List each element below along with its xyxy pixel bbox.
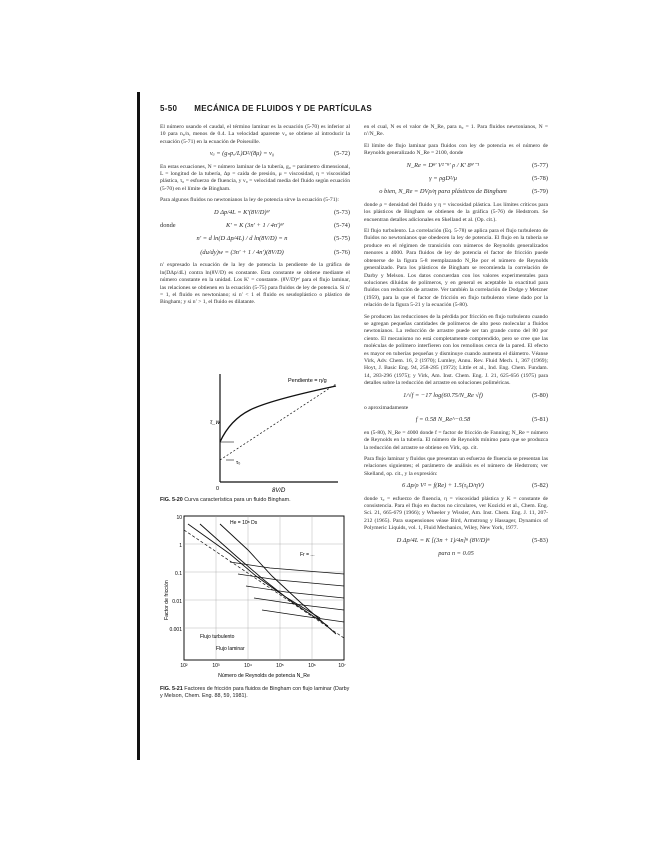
figure-5-20-caption [160,497,350,504]
equation-expression: D Δp/4L = K [(3n + 1)/4n]ⁿ (8V/D)ⁿ [396,536,490,544]
equation-5-81 [364,416,548,423]
left-paragraph-4: n′ expresado la ecuación de la ley de potencia la pendiente de la gráfica de ln(DΔp/4L) contra ln(8V/D) es constante. Esta constante se obtiene mediante el número constante en la unidad. Los K′ = constante. (8V/D)ⁿ′ para el flujo laminar, las relaciones se obtienen en la ecuación (5-75) para fluidos de ley de potencia. Si n′ = 1, el fluido es newtoniano; si n′ < 1 el fluido es seudoplástico o plástico de Bingham; y si n′ > 1, el fluido es dilatante. [160,262,350,306]
equation-5-80 [364,392,548,399]
equation-5-73 [160,209,350,216]
equation-number: (5-73) [334,208,350,216]
running-title: MECÁNICA DE FLUIDOS Y DE PARTÍCULAS [194,104,373,113]
equation-number: (5-79) [532,188,548,196]
x-tick: 10⁶ [308,663,316,669]
equation-5-76 [160,249,350,256]
right-paragraph-1: en el cual, N es el valor de N_Re, para n₀ = 1. Para fluidos newtonianos, N = n′/N_Re. [364,124,548,138]
caption-text: Curva característica para un fluido Bingham. [184,497,291,503]
page-header [160,104,372,113]
equation-5-78 [364,175,548,182]
equation-number: (5-74) [334,222,350,230]
equation-condition: para n = 0.05 [438,550,474,558]
equation-expression: 6 Δp/ρ V² = f(Re) + 1.5(τ₀D/ηV) [402,482,484,490]
right-paragraph-4: El flujo turbulento. La correlación (Eq. 5-78) se aplica para el flujo turbulento de fluidos no newtonianos que obedecen la ley de potencia. El flujo en la tubería se produce en el régimen de transición con números de Reynolds generalizados menores a 4000. Para fluidos de ley de potencia el factor de fricción puede obtenerse de la figura 5-8 reemplazando N_Re por el número de Reynolds generalizado. Para los plásticos de Bingham se recomienda la correlación de Darby y Melson. Los datos concuerdan con los valores experimentales para soluciones diluidas de polímeros, y en general es aceptable la exactitud para fluidos con reducción de arrastre. Ver también la correlación de Dodge y Metzner (1959), para la que el factor de fricción en flujo turbulento viene dado por la relación de la figura 5-21 y la ecuación (5-80). [364,228,548,309]
equation-5-83-subscript [364,550,548,557]
donde-label: donde [160,222,176,230]
page-number: 5-50 [160,104,178,113]
equation-number: (5-76) [334,248,350,256]
equation-5-77 [364,162,548,169]
x-tick: 10³ [212,663,220,669]
equation-number: (5-80) [532,391,548,399]
book-page [148,100,551,758]
equation-5-83 [364,537,548,544]
right-paragraph-9: donde τ₀ = esfuerzo de fluencia, η = viscosidad plástica y K = constante de consistencia. Para el flujo en ductos no circulares, ver Kozicki et al., Chem. Eng. Sci. 21, 665-679 (1966); y Wheeler y Wissler, Am. Inst. Chem. Eng. J. 11, 207-212 (1965). Para suspensiones véase Bird, Armstrong y Hassager, Dynamics of Polymeric Liquids, vol. 1, Fluid Mechanics, Wiley, New York, 1977. [364,495,548,532]
equation-5-74 [160,222,350,229]
equation-number: (5-81) [532,416,548,424]
x-axis-label: Número de Reynolds de potencia N_Re [218,673,310,679]
caption-label: FIG. 5-21 [160,686,183,692]
x-tick: 10² [180,663,188,669]
turbulent-curves [230,562,344,622]
equation-expression: 1/√f = −17 log(60.75/N_Re √f) [403,391,483,399]
right-paragraph-5: Se producen las reducciones de la pérdida por fricción en flujo turbulento cuando se agregan pequeñas cantidades de polímeros de alto peso molecular a fluidos newtonianos. La reducción de arrastre puede ser tan grande como del 80 por ciento. El mecanismo no está completamente comprendido, pero se cree que las moléculas de polímero interfieren con los remolinos cerca de la pared. El efecto es mayor en tuberías pequeñas y disminuye cuando aumenta el diámetro. Véanse Virk, Adv. Chem. 16, 2 (1970); Lumley, Annu. Rev. Fluid Mech. 1, 367 (1969); Hoyt, J. Basic Eng. 94, 258-285 (1972); Little et al., Ind. Eng. Chem. Fundam. 14, 283-296 (1975); y Virk, Am. Inst. Chem. Eng. J. 21, 625-656 (1975) para detalles sobre la reducción del arrastre en soluciones poliméricas. [364,313,548,387]
equation-expression: D Δp/4L = K′(8V/D)ⁿ′ [214,208,270,216]
equation-expression: N_Re = Dⁿ′ V²⁻ⁿ′ ρ / K′ 8ⁿ′⁻¹ [406,161,480,169]
caption-label: FIG. 5-20 [160,497,183,503]
binding-edge-shadow [137,92,140,760]
figure-5-20-svg [160,364,350,496]
bingham-curve [220,386,336,442]
y-tick: 0.001 [169,627,182,633]
figure-bingham-curve [160,364,350,502]
y-axis-label: τ_w [210,420,220,426]
origin-label: 0 [216,486,220,492]
equation-number: (5-83) [532,536,548,544]
equation-number: (5-82) [532,482,548,490]
left-paragraph-2: En estas ecuaciones, N = número laminar de la tubería, g₀ = parámetro dimensional, L = longitud de la tubería, Δp = caída de presión, μ = viscosidad, η = viscosidad plástica, τ₀ = esfuerzo de fluencia, y v₀ = velocidad media del fluido según ecuación (5-70) en el límite de Bingham. [160,163,350,192]
y-tick-labels [169,515,182,633]
left-paragraph-3: Para algunos fluidos no newtonianos la ley de potencia sirve la ecuación (5-71): [160,197,339,204]
equation-5-82 [364,482,548,489]
equation-5-79 [364,188,548,195]
y-tick: 10 [176,515,182,521]
figure-5-21-caption [160,686,350,700]
figure-5-21-svg [160,510,350,684]
right-paragraph-8: Para flujo laminar y fluidos que presentan un esfuerzo de fluencia se presentan las relaciones siguientes; el parámetro de análisis es el número de Hedstrom; ver Skelland, op. cit., y la expresión: [364,456,548,477]
x-tick-labels [180,663,345,669]
y-tick: 0.01 [172,599,182,605]
equation-number: (5-72) [334,150,350,158]
equation-5-75 [160,235,350,242]
dashed-line-label: Fr = ... [300,552,315,558]
equation-number: (5-78) [532,175,548,183]
equation-expression: f = 0.58 N_Re^−0.58 [415,416,471,424]
y-axis-label: Factor de fricción [164,580,170,620]
right-paragraph-7: en (5-80), N_Re = 4000 donde f = factor de fricción de Fanning; N_Re = número de Reynolds en la tubería. El número de Reynolds mínimo para que se produzca la reducción del arrastre se obtiene en Virk, op. cit. [364,429,548,451]
curve-slope-label: Pendiente = η/g [288,378,327,384]
equation-expression: n′ = d ln(D Δp/4L) / d ln(8V/D) = n [196,235,288,243]
x-tick: 10⁵ [276,663,284,669]
hedstrom-label: He = 10⁸ Ds [230,520,258,526]
right-paragraph-6: o aproximadamente [364,405,409,411]
right-paragraph-2: El límite de flujo laminar para fluidos con ley de potencia es el número de Reynolds generalizado N_Re = 2100, donde [364,142,548,157]
y-tick: 0.1 [175,571,182,577]
x-tick: 10⁴ [244,663,252,669]
equation-expression: vₐ = (gₙpᵤ/L)D²/(8μ) = v₀ [209,150,275,158]
left-column [160,124,350,311]
equation-number: (5-75) [334,235,350,243]
right-paragraph-3: donde ρ = densidad del fluido y η = viscosidad plástica. Los límites críticos para los plásticos de Bingham se obtienen de la gráfica (5-76) de Hedstrom. Se encuentran detalles adicionales en Skelland et al. (Op. cit.). [364,201,548,223]
x-tick: 10⁷ [338,663,346,669]
equation-5-72 [160,150,350,157]
caption-text: Factores de fricción para fluidos de Bingham con flujo laminar (Darby y Melson, Chem. Eng. 88, 59, 1981). [160,686,350,699]
equation-expression: γ = ρgD²/μ [429,175,457,183]
left-paragraph-1: El número usando el caudal, el término laminar es la ecuación (5-70) es inferior al 10 para n₀/n, menos de 0.4. La velocidad aparente v₀ se obtiene al introducir la ecuación (5-71) en la ecuación de Poiseuille. [160,124,350,145]
equation-expression: o bien, N_Re = DVρ/η para plásticos de Bingham [379,188,507,196]
laminar-region-label: Flujo laminar [216,646,245,652]
equation-number: (5-77) [532,161,548,169]
turbulent-region-label: Flujo turbulento [200,634,235,640]
right-column [364,124,548,564]
x-axis-label: 8V/D [272,488,286,494]
equation-expression: K′ = K (3n′ + 1 / 4n′)ⁿ′ [226,222,284,230]
figure-friction-factor-chart [160,510,350,695]
asymptote-line [220,384,336,460]
equation-expression: (du/dy)w = (3n′ + 1 / 4n′)(8V/D) [200,248,284,256]
tau0-label: τ₀ [236,460,241,466]
y-tick: 1 [179,543,182,549]
